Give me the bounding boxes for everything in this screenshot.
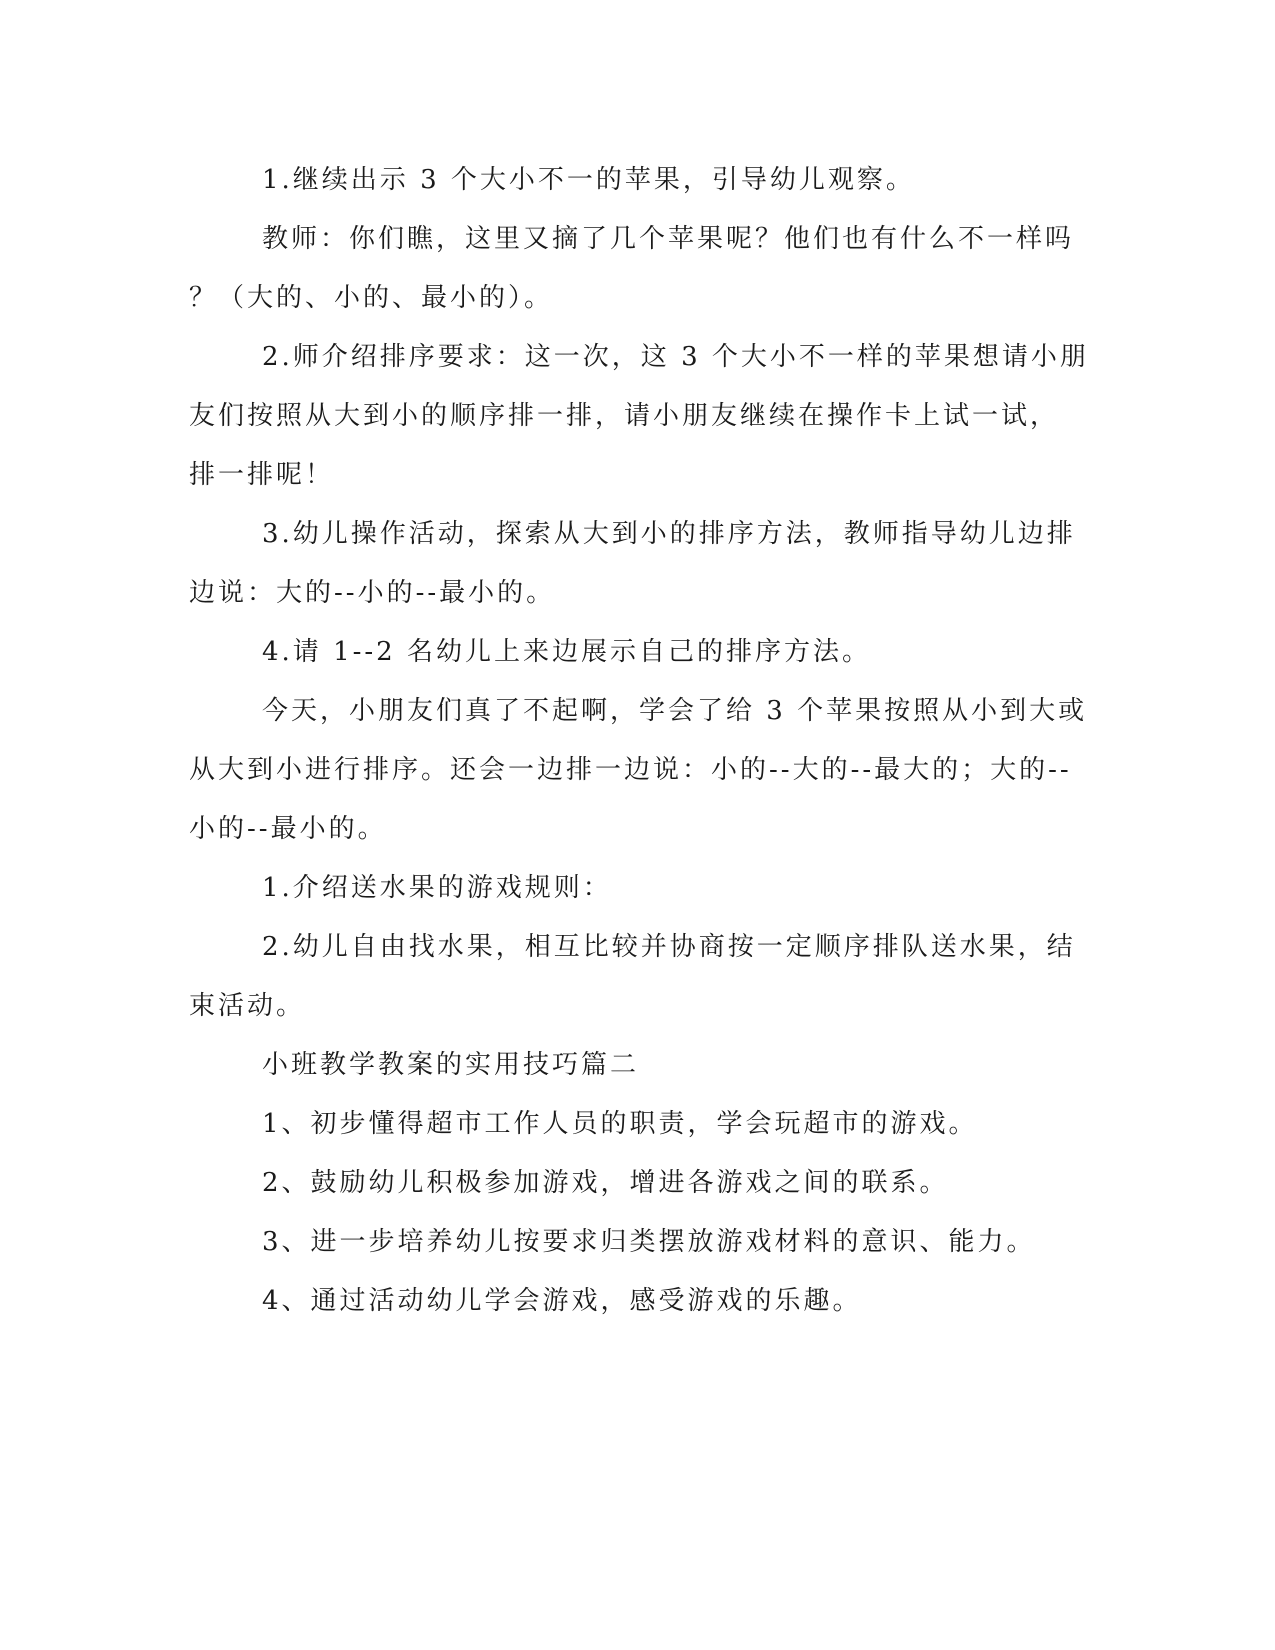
text-line: 教师：你们瞧，这里又摘了几个苹果呢？他们也有什么不一样吗 (262, 224, 1075, 254)
text-line: ？（大的、小的、最小的）。 (189, 283, 554, 313)
text-line: 排一排呢！ (189, 460, 335, 490)
text-line: 今天，小朋友们真了不起啊，学会了给 3 个苹果按照从小到大或 (262, 696, 1088, 726)
list-item: 2、鼓励幼儿积极参加游戏，增进各游戏之间的联系。 (262, 1168, 949, 1198)
text-line: 2.幼儿自由找水果，相互比较并协商按一定顺序排队送水果，结 (262, 932, 1076, 962)
section-heading: 小班教学教案的实用技巧篇二 (262, 1050, 640, 1080)
text-line: 3.幼儿操作活动，探索从大到小的排序方法，教师指导幼儿边排 (262, 519, 1076, 549)
text-line: 2.师介绍排序要求：这一次，这 3 个大小不一样的苹果想请小朋 (262, 342, 1089, 372)
text-line: 友们按照从大到小的顺序排一排，请小朋友继续在操作卡上试一试， (189, 401, 1060, 431)
text-line: 从大到小进行排序。还会一边排一边说：小的--大的--最大的；大的-- (189, 755, 1072, 785)
text-line: 4.请 1--2 名幼儿上来边展示自己的排序方法。 (262, 637, 871, 667)
text-line: 1.继续出示 3 个大小不一的苹果，引导幼儿观察。 (262, 165, 915, 195)
list-item: 3、进一步培养幼儿按要求归类摆放游戏材料的意识、能力。 (262, 1227, 1036, 1257)
text-line: 束活动。 (189, 991, 306, 1021)
list-item: 1、初步懂得超市工作人员的职责，学会玩超市的游戏。 (262, 1109, 978, 1139)
text-line: 边说：大的--小的--最小的。 (189, 578, 556, 608)
text-line: 小的--最小的。 (189, 814, 387, 844)
list-item: 4、通过活动幼儿学会游戏，感受游戏的乐趣。 (262, 1286, 862, 1316)
text-line: 1.介绍送水果的游戏规则： (262, 873, 612, 903)
